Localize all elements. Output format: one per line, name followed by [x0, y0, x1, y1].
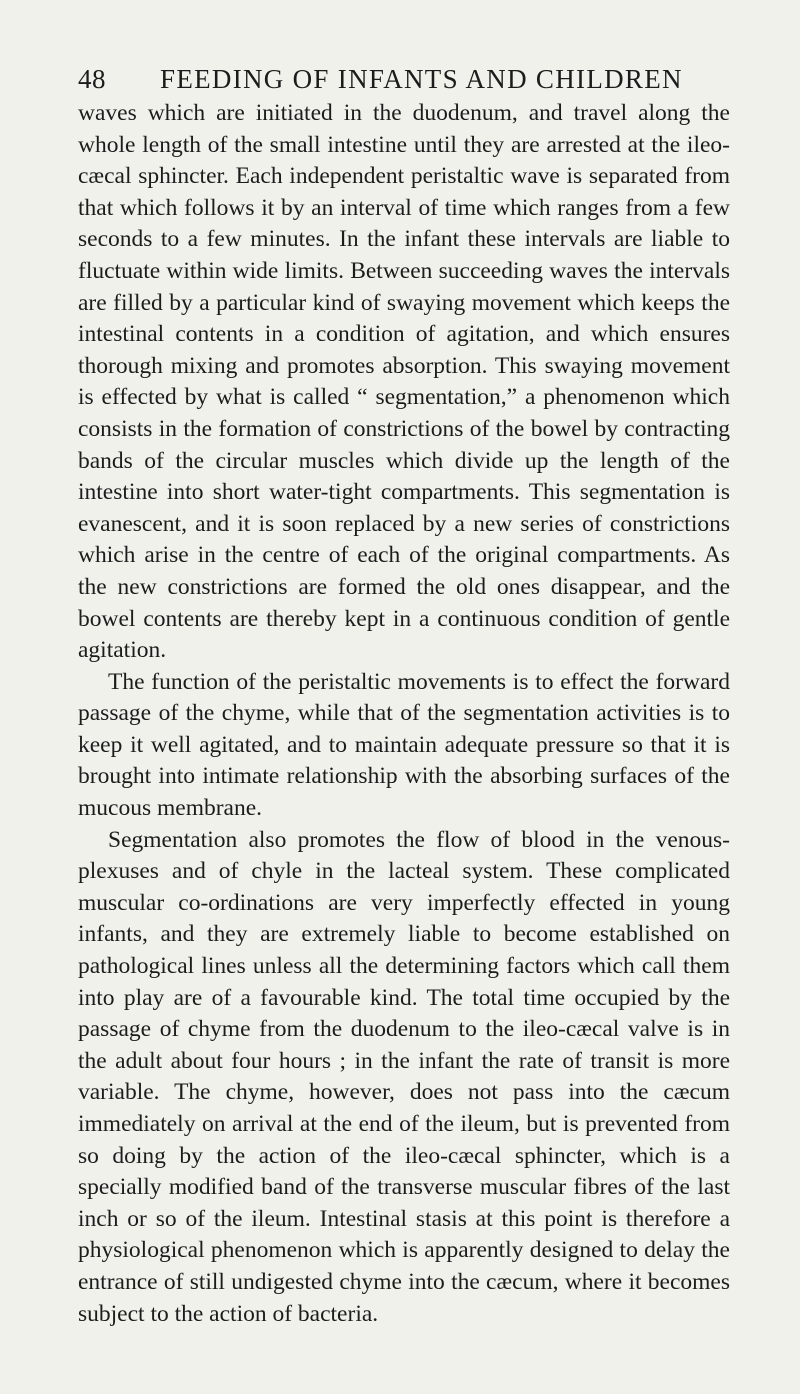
- paragraph: waves which are initiated in the duodenum, and travel along the whole length of the small intestine until they are arrested at the ileo-cæcal sphincter. Each independent peristaltic wave is separated from that which follows it by an interval of time which ranges from a few seconds to a few minutes. In the infant these intervals are liable to fluctuate within wide limits. Between succeeding waves the intervals are filled by a particular kind of swaying movement which keeps the intestinal contents in a condition of agitation, and which ensures thorough mixing and promotes absorption. This swaying movement is effected by what is called “ segmentation,” a phenomenon which consists in the formation of constrictions of the bowel by contracting bands of the circular muscles which divide up the length of the intestine into short water-tight compartments. This segmentation is evanescent, and it is soon replaced by a new series of constrictions which arise in the centre of each of the original compartments. As the new constrictions are formed the old ones disappear, and the bowel contents are thereby kept in a continuous condition of gentle agitation.: [78, 100, 730, 664]
- running-title: FEEDING OF INFANTS AND CHILDREN: [160, 64, 683, 94]
- body-text: [78, 98, 730, 1330]
- paragraph: The function of the peristaltic movements is to effect the forward passage of the chyme, while that of the segmentation activities is to keep it well agitated, and to maintain adequate pressure so that it is brought into intimate relationship with the absorbing surfaces of the mucous membrane.: [78, 668, 730, 822]
- page-number: 48: [78, 64, 106, 94]
- running-head: [78, 62, 730, 96]
- paragraph: Segmentation also promotes the flow of blood in the venous-plexuses and of chyle in the lacteal system. These complicated muscular co-ordinations are very imperfectly effected in young infants, and they are extremely liable to become established on pathological lines unless all the determining factors which call them into play are of a favourable kind. The total time occupied by the passage of chyme from the duodenum to the ileo-cæcal valve is in the adult about four hours ; in the infant the rate of transit is more variable. The chyme, however, does not pass into the cæcum immediately on arrival at the end of the ileum, but is prevented from so doing by the action of the ileo-cæcal sphincter, which is a specially modified band of the transverse muscular fibres of the last inch or so of the ileum. Intestinal stasis at this point is therefore a physiological phenomenon which is apparently designed to delay the entrance of still undigested chyme into the cæcum, where it becomes subject to the action of bacteria.: [78, 826, 730, 1327]
